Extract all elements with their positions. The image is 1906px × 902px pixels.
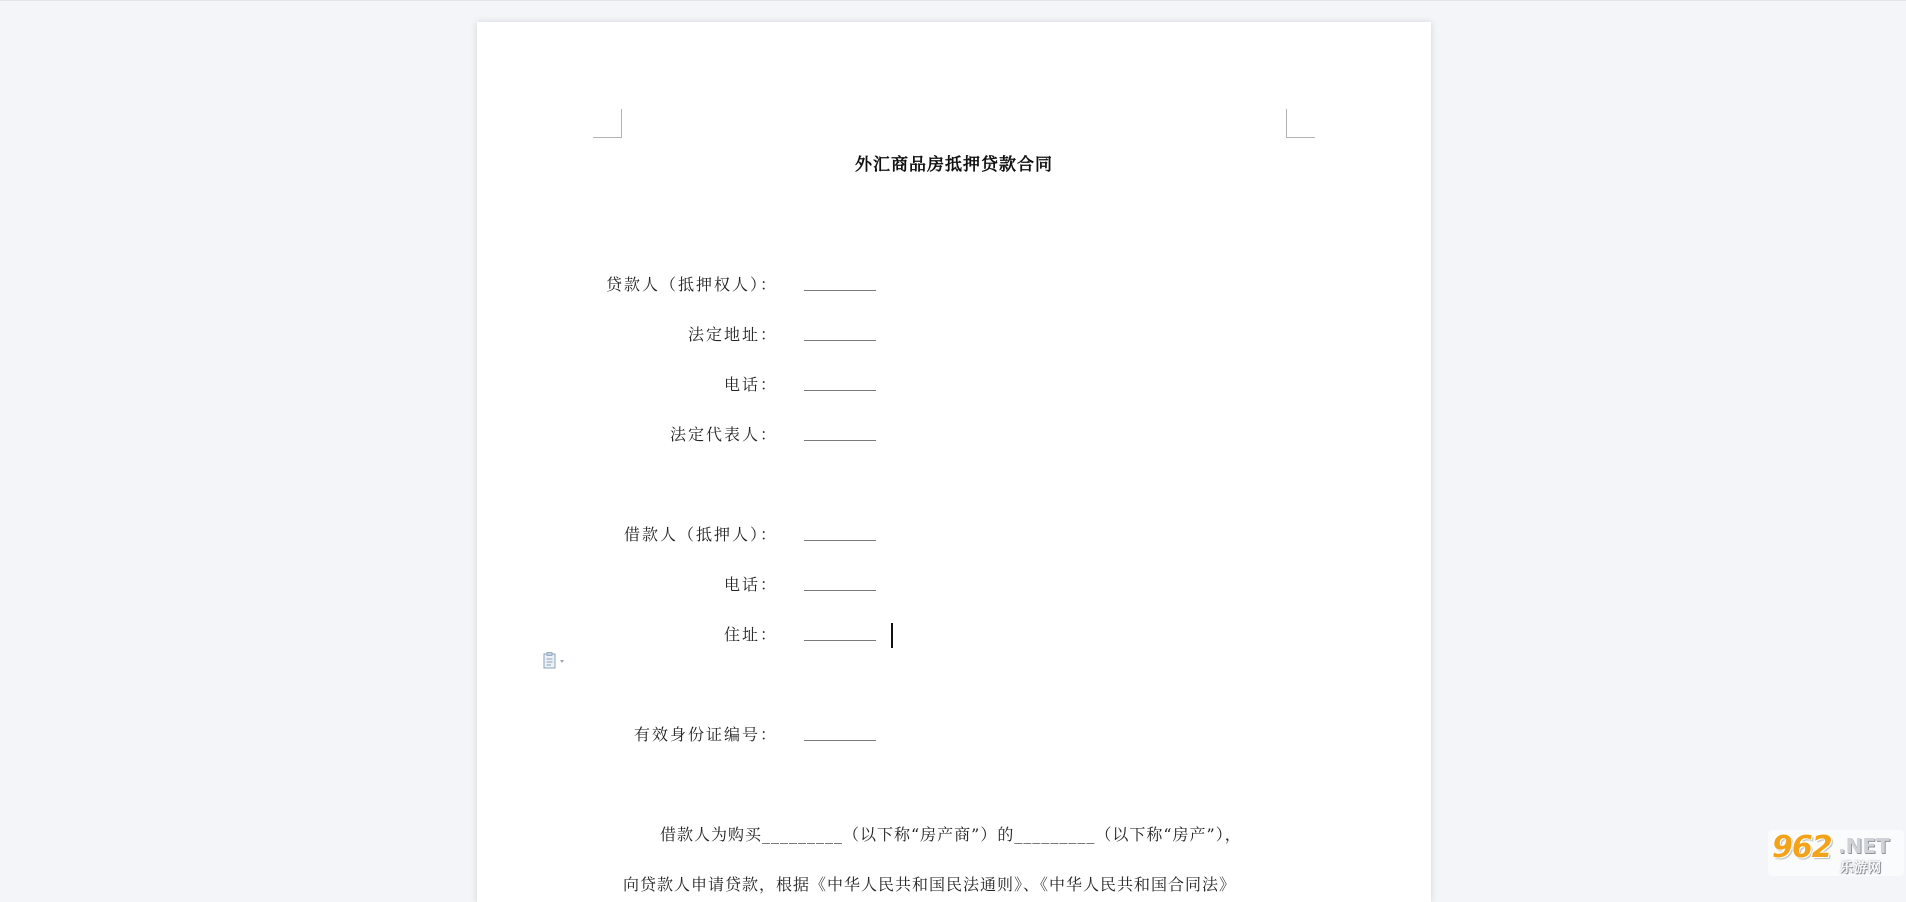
margin-corner-top-left	[593, 109, 622, 138]
borrower-phone-line	[477, 572, 1431, 596]
field-label: 电话：	[723, 575, 776, 594]
blank-field[interactable]: _________	[804, 572, 876, 591]
blank-field[interactable]: _________	[804, 372, 876, 391]
lender-representative-line	[477, 422, 1431, 446]
borrower-address-line	[477, 622, 1431, 646]
text-cursor	[891, 623, 893, 648]
field-label: 法定代表人：	[669, 425, 776, 444]
blank-field[interactable]: _________	[804, 522, 876, 541]
field-label: 法定地址：	[687, 325, 776, 344]
field-label: 电话：	[723, 375, 776, 394]
blank-field[interactable]: _________	[804, 422, 876, 441]
margin-corner-top-right	[1286, 109, 1315, 138]
blank-field[interactable]: _________	[804, 722, 876, 741]
watermark-number: 962	[1772, 830, 1832, 865]
lender-name-line	[477, 272, 1431, 296]
document-page[interactable]	[477, 22, 1431, 902]
field-label: 有效身份证编号：	[633, 725, 776, 744]
lender-address-line	[477, 322, 1431, 346]
field-label: 贷款人（抵押权人）：	[605, 275, 776, 294]
document-title: 外汇商品房抵押贷款合同	[855, 155, 1053, 175]
paragraph-text: 借款人为购买_________（以下称“房产商”）的_________（以下称“房产”），	[660, 825, 1242, 844]
blank-field[interactable]: _________	[804, 322, 876, 341]
paragraph-text: 向贷款人申请贷款，根据《中华人民共和国民法通则》、《中华人民共和国合同法》	[623, 875, 1237, 894]
watermark-domain: .NET	[1838, 834, 1890, 858]
window-top-border	[0, 0, 1906, 1]
field-label: 住址：	[723, 625, 776, 644]
blank-field[interactable]: _________	[804, 622, 876, 641]
paragraph-line	[477, 822, 1431, 846]
paste-options-icon[interactable]	[543, 652, 573, 672]
borrower-name-line	[477, 522, 1431, 546]
watermark-subtitle: 乐游网	[1840, 861, 1883, 876]
blank-field[interactable]: _________	[804, 272, 876, 291]
paragraph-line	[477, 872, 1431, 896]
borrower-id-line	[477, 722, 1431, 746]
field-label: 借款人（抵押人）：	[623, 525, 776, 544]
lender-phone-line	[477, 372, 1431, 396]
site-watermark-logo	[1768, 830, 1904, 876]
